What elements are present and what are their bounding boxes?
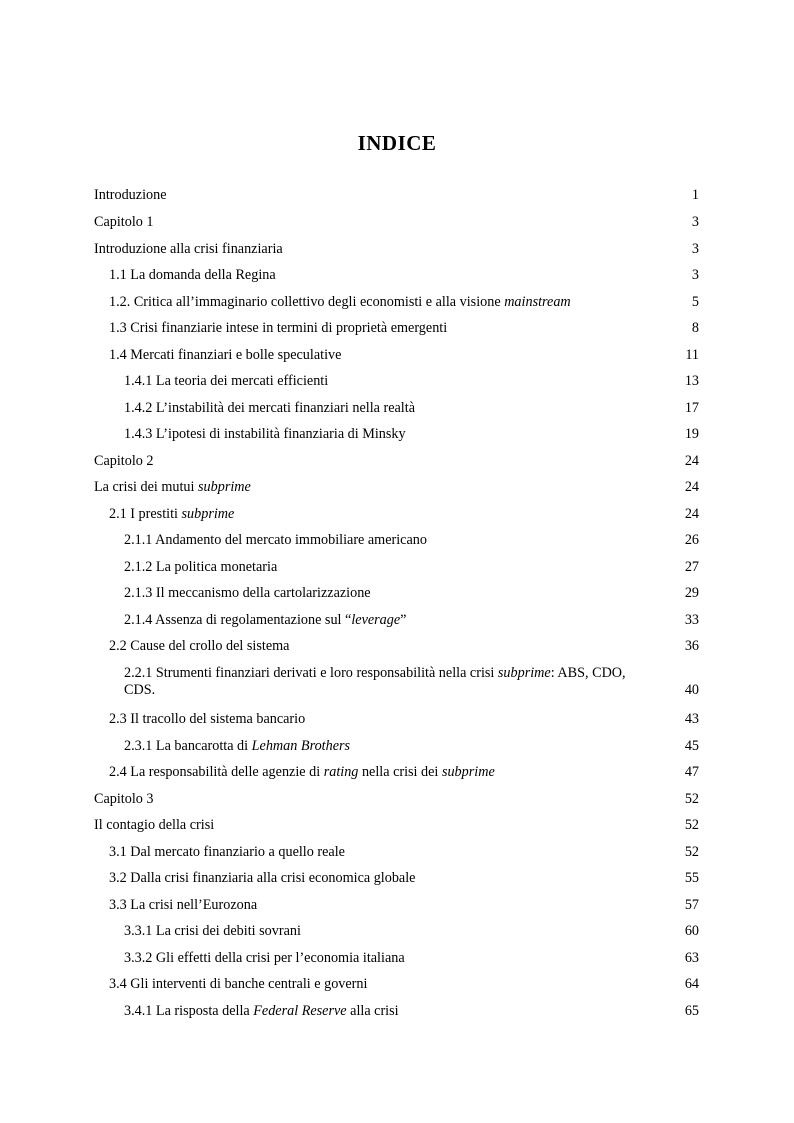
toc-entry-title-italic: subprime [441, 764, 495, 780]
toc-entry-title [94, 711, 699, 728]
toc-entry-title [94, 764, 699, 781]
toc-entry-title-text: Introduzione [94, 187, 167, 203]
toc-entry-title [94, 426, 699, 443]
toc-entry-title-text: 2.1.2 La politica monetaria [124, 559, 278, 575]
toc-entry-title [94, 665, 699, 699]
toc-entry-title [94, 976, 699, 993]
toc-entry-page-number: 11 [685, 347, 699, 363]
toc-entry[interactable] [94, 870, 699, 887]
toc-entry[interactable] [94, 665, 699, 699]
toc-entry-page-number: 65 [684, 1003, 699, 1019]
toc-entry[interactable] [94, 426, 699, 443]
toc-entry-page-number: 33 [684, 612, 699, 628]
toc-entry-title-text: 1.4 Mercati finanziari e bolle speculative [109, 347, 342, 363]
toc-entry-title-text: 1.4.3 L’ipotesi di instabilità finanziaria di Minsky [124, 426, 406, 442]
toc-entry-title-text: La crisi dei mutui [94, 479, 199, 495]
toc-entry-page-number: 52 [684, 844, 699, 860]
toc-entry-title-italic: subprime [198, 479, 251, 495]
toc-entry[interactable] [94, 950, 699, 967]
toc-entry[interactable] [94, 612, 699, 629]
toc-entry[interactable] [94, 187, 699, 204]
toc-entry-title-text: 1.2. Critica all’immaginario collettivo degli economisti e alla visione [109, 294, 505, 310]
toc-entry-title [94, 638, 699, 655]
toc-entry-title [94, 897, 699, 914]
toc-entry-page-number: 27 [684, 559, 699, 575]
toc-entry-title-text: 3.3 La crisi nell’Eurozona [109, 897, 258, 913]
toc-entry[interactable] [94, 791, 699, 808]
toc-entry-title-text: Capitolo 1 [94, 214, 154, 230]
toc-entry[interactable] [94, 214, 699, 231]
toc-entry-page-number: 43 [684, 711, 699, 727]
toc-entry-title-text: Capitolo 3 [94, 791, 154, 807]
toc-entry-title [94, 347, 699, 364]
page-title: INDICE [357, 131, 437, 155]
toc-entry-title-text: 2.2 Cause del crollo del sistema [109, 638, 290, 654]
toc-entry[interactable] [94, 400, 699, 417]
toc-entry-title-italic: leverage [351, 612, 401, 628]
toc-entry[interactable] [94, 559, 699, 576]
toc-entry-page-number: 19 [684, 426, 699, 442]
toc-entry-page-number: 40 [684, 682, 699, 698]
toc-entry[interactable] [94, 897, 699, 914]
toc-entry[interactable] [94, 1003, 699, 1020]
toc-entry-title-italic: mainstream [504, 294, 571, 310]
toc-entry-page-number: 5 [691, 294, 699, 310]
toc-entry-title [94, 844, 699, 861]
toc-entry[interactable] [94, 532, 699, 549]
toc-entry-title-text: 3.4.1 La risposta della [124, 1003, 254, 1019]
toc-entry[interactable] [94, 585, 699, 602]
toc-entry-title-text: 1.3 Crisi finanziarie intese in termini di proprietà emergenti [109, 320, 448, 336]
toc-entry-page-number: 26 [684, 532, 699, 548]
toc-entry[interactable] [94, 638, 699, 655]
toc-entry-title-text: Il contagio della crisi [94, 817, 215, 833]
toc-entry[interactable] [94, 844, 699, 861]
toc-entry[interactable] [94, 294, 699, 311]
toc-entry-title-text: 2.4 La responsabilità delle agenzie di [109, 764, 324, 780]
toc-entry-title [94, 267, 699, 284]
toc-entry-title [94, 294, 699, 311]
toc-entry-page-number: 3 [691, 267, 699, 283]
toc-entry-title [94, 241, 699, 258]
toc-entry-title-text: 1.4.1 La teoria dei mercati efficienti [124, 373, 329, 389]
toc-entry-title-italic: Lehman Brothers [251, 738, 351, 754]
toc-entry-title [94, 612, 699, 629]
toc-entry-title [94, 559, 699, 576]
toc-entry[interactable] [94, 923, 699, 940]
toc-entry-title [94, 585, 699, 602]
toc-entry-title [94, 187, 699, 204]
toc-entry-title [94, 400, 699, 417]
toc-entry-title [94, 453, 699, 470]
toc-entry[interactable] [94, 373, 699, 390]
toc-entry-title [94, 506, 699, 523]
toc-entry-title-text: 2.2.1 Strumenti finanziari derivati e loro responsabilità nella crisi [124, 665, 498, 681]
toc-entry-title-text: alla crisi [346, 1003, 399, 1019]
toc-entry[interactable] [94, 479, 699, 496]
toc-entry[interactable] [94, 711, 699, 728]
toc-entry-title-text: 3.3.1 La crisi dei debiti sovrani [124, 923, 301, 939]
toc-entry[interactable] [94, 817, 699, 834]
toc-entry-page-number: 17 [684, 400, 699, 416]
toc-entry-title-italic: Federal Reserve [253, 1003, 347, 1019]
toc-entry-title [94, 950, 699, 967]
toc-entry-title [94, 738, 699, 755]
toc-entry-page-number: 64 [684, 976, 699, 992]
toc-entry-page-number: 60 [684, 923, 699, 939]
toc-entry[interactable] [94, 506, 699, 523]
toc-entry-title [94, 532, 699, 549]
toc-entry-page-number: 24 [684, 453, 699, 469]
toc-entry-title-text: 3.2 Dalla crisi finanziaria alla crisi economica globale [109, 870, 416, 886]
toc-entry-page-number: 24 [684, 506, 699, 522]
toc-entry-title [94, 870, 699, 887]
toc-entry-title [94, 1003, 699, 1020]
toc-entry[interactable] [94, 453, 699, 470]
toc-entry-page-number: 52 [684, 817, 699, 833]
toc-entry[interactable] [94, 347, 699, 364]
toc-entry-page-number: 36 [684, 638, 699, 654]
toc-entry-title [94, 791, 699, 808]
toc-entry-title-text: 2.3 Il tracollo del sistema bancario [109, 711, 306, 727]
toc-entry-page-number: 8 [691, 320, 699, 336]
toc-entry-title [94, 479, 699, 496]
toc-entry-title-italic: rating [323, 764, 359, 780]
toc-entry-page-number: 3 [691, 214, 699, 230]
toc-entry-title [94, 923, 699, 940]
toc-entry-page-number: 45 [684, 738, 699, 754]
toc-entry-page-number: 1 [691, 187, 699, 203]
toc-entry-page-number: 24 [684, 479, 699, 495]
toc-entry-page-number: 63 [684, 950, 699, 966]
toc-entry-title-text: 2.1.3 Il meccanismo della cartolarizzazione [124, 585, 371, 601]
toc-entry-title-text: 1.1 La domanda della Regina [109, 267, 276, 283]
toc-entry[interactable] [94, 241, 699, 258]
toc-entry-title [94, 214, 699, 231]
toc-entry-title-text: 2.1.4 Assenza di regolamentazione sul “ [124, 612, 352, 628]
toc-entry[interactable] [94, 976, 699, 993]
toc-entry-title-text: ” [400, 612, 407, 628]
toc-entry-title [94, 320, 699, 337]
toc-entry[interactable] [94, 320, 699, 337]
toc-entry-title-text: 3.3.2 Gli effetti della crisi per l’economia italiana [124, 950, 405, 966]
toc-entry[interactable] [94, 738, 699, 755]
toc-entry[interactable] [94, 267, 699, 284]
toc-entry-title-text: 2.3.1 La bancarotta di [124, 738, 252, 754]
toc-entry-page-number: 55 [684, 870, 699, 886]
toc-entry-title-text: Capitolo 2 [94, 453, 154, 469]
toc-entry-title-text: 1.4.2 L’instabilità dei mercati finanziari nella realtà [124, 400, 415, 416]
toc-entry-title [94, 373, 699, 390]
toc-entry-title-text: 3.1 Dal mercato finanziario a quello reale [109, 844, 345, 860]
toc-entry-title-text: nella crisi dei [358, 764, 442, 780]
toc-entry[interactable] [94, 764, 699, 781]
toc-entry-title-italic: subprime [181, 506, 235, 522]
toc-entry-title-text: 2.1.1 Andamento del mercato immobiliare americano [124, 532, 427, 548]
toc-entry-page-number: 52 [684, 791, 699, 807]
toc-entry-page-number: 3 [691, 241, 699, 257]
toc-entry-title-text: 2.1 I prestiti [109, 506, 182, 522]
toc-entry-page-number: 29 [684, 585, 699, 601]
toc-entry-title [94, 817, 699, 834]
toc-entry-title-text: Introduzione alla crisi finanziaria [94, 241, 283, 257]
toc-entry-title-italic: subprime [497, 665, 551, 681]
toc-entry-page-number: 47 [684, 764, 699, 780]
toc-entry-page-number: 57 [684, 897, 699, 913]
toc-entry-title-text: : ABS, CDO, CDS. [124, 665, 626, 698]
toc-entry-title-text: 3.4 Gli interventi di banche centrali e governi [109, 976, 368, 992]
toc-entry-page-number: 13 [684, 373, 699, 389]
